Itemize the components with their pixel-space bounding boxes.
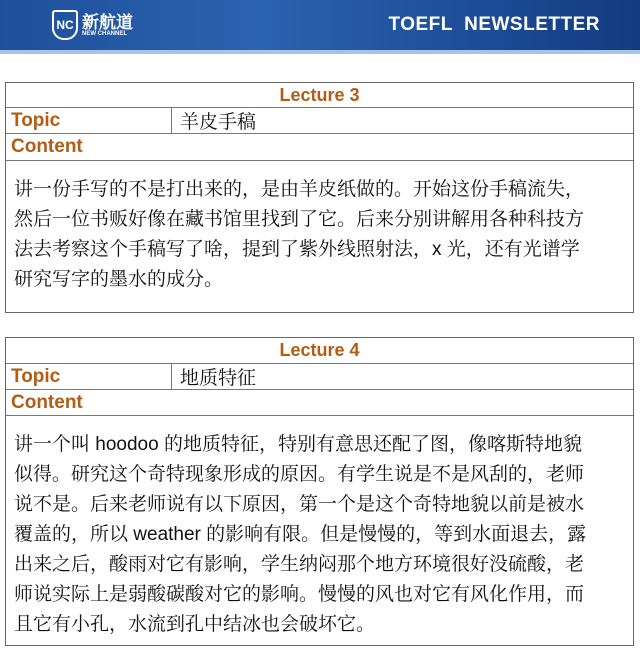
content-line: 研究写字的墨水的成分。 [14, 269, 224, 290]
topic-label: Topic [11, 365, 61, 387]
content-label-row [6, 390, 633, 416]
topic-value: 羊皮手稿 [180, 112, 257, 133]
lecture-title: Lecture 3 [6, 83, 633, 108]
topic-label: Topic [11, 109, 61, 131]
topic-row [6, 108, 633, 134]
content-body [6, 161, 633, 295]
lecture-title: Lecture 4 [6, 338, 633, 364]
content-label-row [6, 134, 633, 161]
content-line: 且它有小孔，水流到孔中结冰也会破坏它。 [14, 614, 376, 635]
content-label: Content [11, 136, 83, 157]
logo-mark: NC [56, 18, 74, 32]
content-line: 覆盖的，所以 weather 的影响有限。但是慢慢的，等到水面退去，露 [14, 524, 587, 545]
content-line: 说不是。后来老师说有以下原因，第一个是这个奇特地貌以前是被水 [14, 494, 585, 515]
lecture-3-table [5, 82, 634, 313]
shield-logo-icon [52, 10, 78, 40]
content-line: 出来之后，酸雨对它有影响，学生纳闷那个地方环境很好没硫酸，老 [14, 554, 585, 575]
content-line: 法去考察这个手稿写了啥，提到了紫外线照射法，x 光，还有光谱学 [14, 239, 580, 260]
topic-row [6, 364, 633, 390]
content-line: 讲一份手写的不是打出来的，是由羊皮纸做的。开始这份手稿流失， [14, 179, 585, 200]
content-label: Content [11, 391, 83, 413]
content-line: 然后一位书贩好像在藏书馆里找到了它。后来分别讲解用各种科技方 [14, 209, 585, 230]
newsletter-title: TOEFL NEWSLETTER [388, 14, 600, 35]
logo-en: NEW CHANNEL [82, 30, 127, 37]
content-line: 讲一个叫 hoodoo 的地质特征，特别有意思还配了图，像喀斯特地貌 [14, 434, 582, 455]
lecture-4-table [5, 337, 634, 646]
new-channel-logo [52, 10, 133, 40]
content-line: 师说实际上是弱酸碳酸对它的影响。慢慢的风也对它有风化作用，而 [14, 584, 585, 605]
content-body [6, 416, 633, 640]
content-line: 似得。研究这个奇特现象形成的原因。有学生说是不是风刮的，老师 [14, 464, 585, 485]
logo-cn: 新航道 [82, 12, 133, 32]
topic-value: 地质特征 [180, 368, 257, 389]
header-banner [0, 0, 640, 54]
